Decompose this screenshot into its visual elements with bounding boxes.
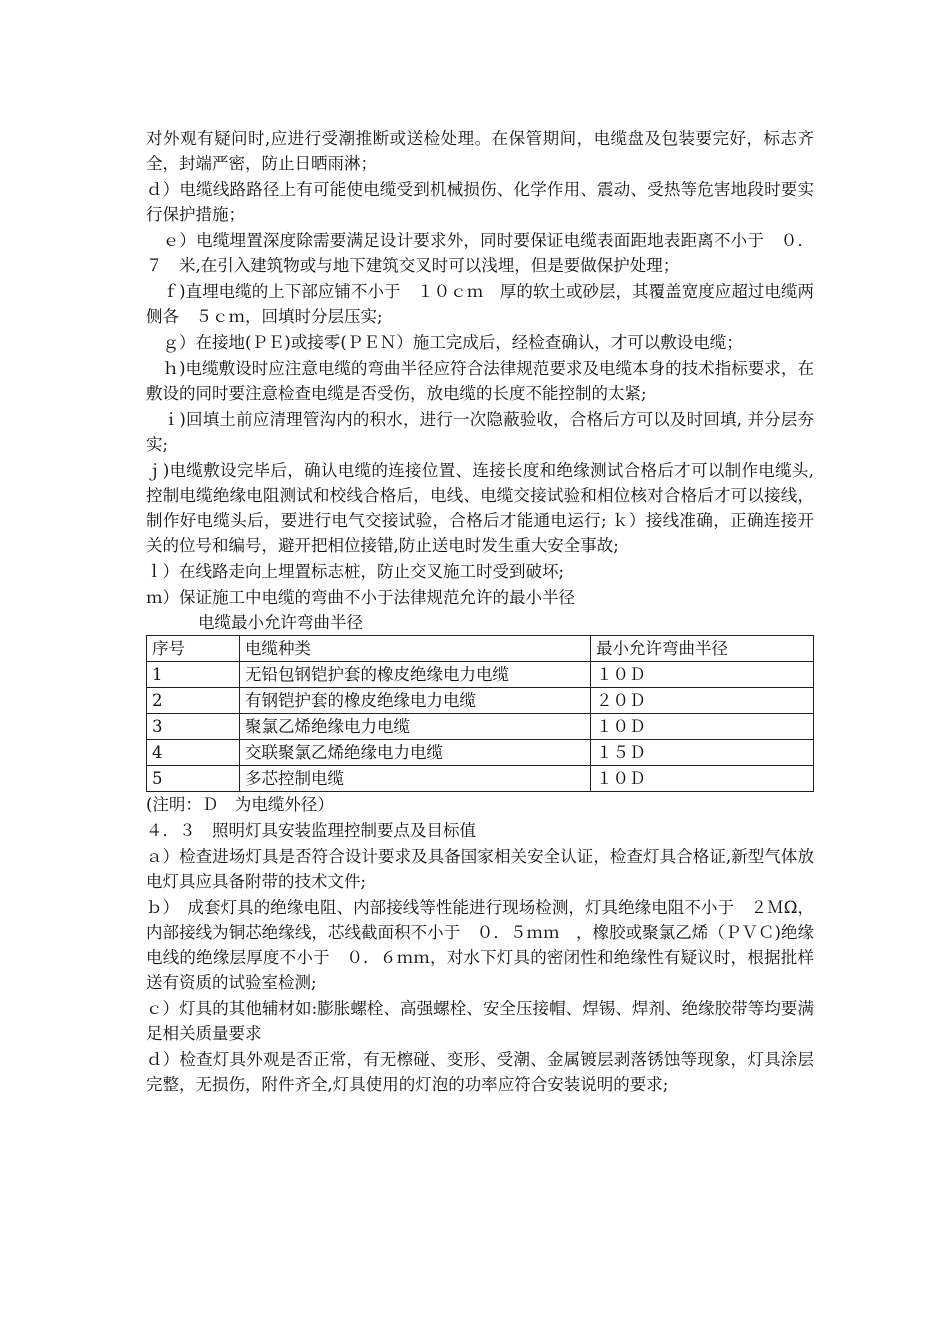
table-cell: １５Ｄ — [591, 740, 814, 766]
table-header-cell: 序号 — [147, 636, 240, 662]
paragraph: ｍ）保证施工中电缆的弯曲不小于法律规范允许的最小半径 — [146, 588, 575, 607]
table-cell: ２０Ｄ — [591, 688, 814, 714]
table-cell: 聚氯乙烯绝缘电力电缆 — [240, 714, 591, 740]
table-row — [147, 688, 814, 714]
table-caption: 电缆最小允许弯曲半径 — [198, 613, 363, 632]
paragraph: ａ）检查进场灯具是否符合设计要求及具备国家相关安全认证，检查灯具合格证,新型气体放电灯具应具备附带的技术文件; — [146, 847, 814, 891]
paragraph: ｄ）电缆线路路径上有可能使电缆受到机械损伤、化学作用、震动、受热等危害地段时要实行保护措施； — [146, 180, 814, 224]
paragraph: ｄ）检查灯具外观是否正常，有无檫碰、变形、受潮、金属镀层剥落锈蚀等现象，灯具涂层完整，无损伤，附件齐全,灯具使用的灯泡的功率应符合安装说明的要求; — [146, 1050, 814, 1094]
table-row — [147, 714, 814, 740]
paragraph: ｌ）在线路走向上埋置标志桩，防止交叉施工时受到破坏; — [146, 562, 565, 581]
table-row — [147, 662, 814, 688]
table-cell: １０Ｄ — [591, 662, 814, 688]
section-heading: ４．３ 照明灯具安装监理控制要点及目标值 — [146, 821, 476, 840]
table-row — [147, 766, 814, 792]
table-cell: １０Ｄ — [591, 766, 814, 792]
paragraph: ｊ)电缆敷设完毕后，确认电缆的连接位置、连接长度和绝缘测试合格后才可以制作电缆头,控制电缆绝缘电阻测试和校线合格后，电线、电缆交接试验和相位核对合格后才可以接线，制作好电缆头后，要进行电气交接试验，合格后才能通电运行; ｋ）接线准确，正确连接开关的位号和编号，避开把相位接错,防止送电时发生重大安全事故; — [146, 461, 814, 555]
paragraph: ｈ)电缆敷设时应注意电缆的弯曲半径应符合法律规范要求及电缆本身的技术指标要求，在敷设的同时要注意检查电缆是否受伤，放电缆的长度不能控制的太紧; — [146, 359, 814, 403]
paragraph: ｆ)直埋电缆的上下部应铺不小于 １０ｃｍ 厚的软土或砂层，其覆盖宽度应超过电缆两侧各 ５ｃｍ，回填时分层压实; — [146, 282, 814, 326]
table-cell: 4 — [147, 740, 240, 766]
paragraph: 对外观有疑问时,应进行受潮推断或送检处理。在保管期间，电缆盘及包装要完好，标志齐全，封端严密，防止日晒雨淋； — [146, 129, 814, 173]
table-row — [147, 740, 814, 766]
table-cell: 交联聚氯乙烯绝缘电力电缆 — [240, 740, 591, 766]
paragraph: ｇ）在接地(ＰＥ)或接零(ＰＥＮ）施工完成后，经检查确认，才可以敷设电缆； — [146, 333, 743, 352]
table-cell: 3 — [147, 714, 240, 740]
table-header-row — [147, 636, 814, 662]
table-cell: 多芯控制电缆 — [240, 766, 591, 792]
table-note: (注明：Ｄ 为电缆外径） — [146, 795, 334, 814]
paragraph: ｂ） 成套灯具的绝缘电阻、内部接线等性能进行现场检测，灯具绝缘电阻不小于 ２ＭΩ，内部接线为铜芯绝缘线，芯线截面积不小于 ０．５ｍｍ ，橡胶或聚氯乙烯（ＰＶＣ)绝缘电线的绝缘层厚度不小于 ０．６ｍｍ，对水下灯具的密闭性和绝缘性有疑议时，根据批样送有资质的试验室检测; — [146, 898, 814, 992]
table-header-cell: 电缆种类 — [240, 636, 591, 662]
table-cell: １０Ｄ — [591, 714, 814, 740]
table-cell: 2 — [147, 688, 240, 714]
paragraph: ｅ）电缆埋置深度除需要满足设计要求外，同时要保证电缆表面距地表距离不小于 ０．７ 米,在引入建筑物或与地下建筑交叉时可以浅埋，但是要做保护处理； — [146, 231, 814, 275]
table-cell: 有钢铠护套的橡皮绝缘电力电缆 — [240, 688, 591, 714]
paragraph: ｃ）灯具的其他辅材如:膨胀螺栓、高强螺栓、安全压接帽、焊锡、焊剂、绝缘胶带等均要满足相关质量要求 — [146, 999, 814, 1043]
document-page — [146, 126, 814, 1097]
table-cell: 无铅包钢铠护套的橡皮绝缘电力电缆 — [240, 662, 591, 688]
bend-radius-table — [146, 635, 814, 792]
table-cell: 1 — [147, 662, 240, 688]
paragraph: ｉ)回填土前应清理管沟内的积水，进行一次隐蔽验收，合格后方可以及时回填, 并分层夯实; — [146, 410, 814, 454]
table-cell: 5 — [147, 766, 240, 792]
table-header-cell: 最小允许弯曲半径 — [591, 636, 814, 662]
